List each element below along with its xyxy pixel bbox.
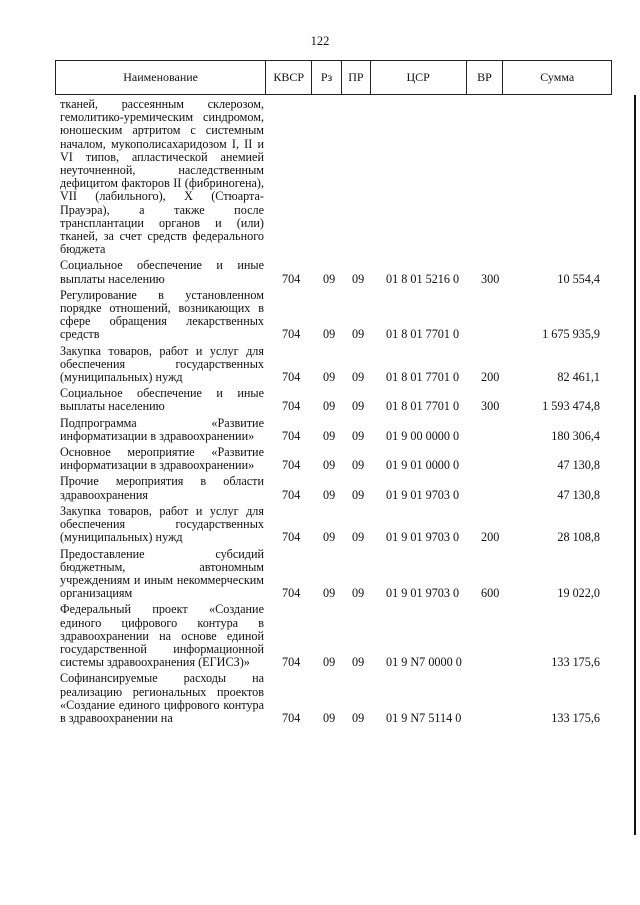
cell-csr: 01 8 01 7701 0 [386,327,460,342]
cell-pr: 09 [352,487,365,502]
table-row [0,669,640,725]
cell-rz: 09 [323,710,336,725]
cell-sum: 19 022,0 [557,586,600,601]
cell-csr: 01 9 N7 0000 0 [386,655,462,670]
cell-pr: 09 [352,586,365,601]
cell-rz: 09 [323,530,336,545]
cell-kvsr: 704 [282,458,301,473]
cell-pr: 09 [352,399,365,414]
header-rz: Рз [312,61,342,94]
table-row [0,600,640,669]
cell-name: Основное мероприятие «Развитие информатизации в здравоохранении» [60,445,264,473]
cell-kvsr: 704 [282,428,301,443]
cell-sum: 28 108,8 [557,530,600,545]
cell-kvsr: 704 [282,530,301,545]
table-row [0,443,640,472]
cell-csr: 01 8 01 7701 0 [386,399,460,414]
cell-rz: 09 [323,458,336,473]
header-kvsr: КВСР [266,61,312,94]
table-row [0,342,640,385]
cell-pr: 09 [352,458,365,473]
cell-vr: 200 [481,530,500,545]
table-row [0,286,640,342]
cell-rz: 09 [323,487,336,502]
cell-kvsr: 704 [282,586,301,601]
cell-csr: 01 9 N7 5114 0 [386,710,462,725]
cell-rz: 09 [323,586,336,601]
cell-vr: 200 [481,370,500,385]
cell-kvsr: 704 [282,327,301,342]
cell-sum: 47 130,8 [557,458,600,473]
table-row [0,472,640,501]
cell-sum: 1 593 474,8 [542,399,600,414]
cell-vr: 300 [481,399,500,414]
table-row [0,414,640,443]
header-csr: ЦСР [371,61,467,94]
cell-name: Федеральный проект «Создание единого цифрового контура в здравоохранении на основе единой государственной информационной системы здравоохранения (ЕГИСЗ)» [60,602,264,670]
cell-sum: 133 175,6 [551,710,600,725]
cell-kvsr: 704 [282,710,301,725]
cell-csr: 01 9 01 9703 0 [386,487,460,502]
header-name: Наименование [56,61,266,94]
cell-sum: 10 554,4 [557,271,600,286]
cell-csr: 01 9 01 9703 0 [386,530,460,545]
cell-kvsr: 704 [282,655,301,670]
cell-name: Софинансируемые расходы на реализацию региональных проектов «Создание единого цифрового контура в здравоохранении на [60,671,264,725]
cell-sum: 1 675 935,9 [542,327,600,342]
cell-pr: 09 [352,370,365,385]
cell-pr: 09 [352,271,365,286]
header-sum: Сумма [540,70,575,84]
cell-name: тканей, рассеянным склерозом, гемолитико-уремическим синдромом, юношеским артритом с системным началом, мукополисахаридозом I, II и VI типов, апластической анемией неуточненной, наследственным дефицитом факторов II (фибриногена), VII (лабильного), X (Стюарта-Прауэра), а также после трансплантации органов и (или) тканей, за счет средств федерального бюджета [60,97,264,257]
cell-pr: 09 [352,530,365,545]
cell-pr: 09 [352,428,365,443]
cell-rz: 09 [323,271,336,286]
cell-rz: 09 [323,327,336,342]
cell-sum: 82 461,1 [557,370,600,385]
cell-csr: 01 8 01 5216 0 [386,271,460,286]
cell-rz: 09 [323,655,336,670]
cell-pr: 09 [352,710,365,725]
cell-kvsr: 704 [282,271,301,286]
table-body [0,98,640,725]
cell-name: Социальное обеспечение и иные выплаты населению [60,258,264,286]
cell-name: Прочие мероприятия в области здравоохранения [60,474,264,502]
cell-csr: 01 9 00 0000 0 [386,428,460,443]
cell-pr: 09 [352,655,365,670]
table-row [0,384,640,413]
table-header [55,60,612,95]
cell-name: Закупка товаров, работ и услуг для обеспечения государственных (муниципальных) нужд [60,503,264,545]
cell-rz: 09 [323,399,336,414]
table-row [0,502,640,545]
cell-pr: 09 [352,327,365,342]
cell-sum: 47 130,8 [557,487,600,502]
cell-kvsr: 704 [282,399,301,414]
header-vr: ВР [467,61,504,94]
cell-sum: 180 306,4 [551,428,600,443]
page-number: 122 [310,34,330,48]
table-row [0,256,640,285]
header-pr: ПР [342,61,371,94]
cell-name: Закупка товаров, работ и услуг для обеспечения государственных (муниципальных) нужд [60,343,264,385]
cell-kvsr: 704 [282,487,301,502]
cell-name: Социальное обеспечение и иные выплаты населению [60,386,264,414]
cell-kvsr: 704 [282,370,301,385]
cell-csr: 01 8 01 7701 0 [386,370,460,385]
cell-csr: 01 9 01 9703 0 [386,586,460,601]
cell-vr: 600 [481,586,500,601]
table-row [0,545,640,601]
cell-rz: 09 [323,370,336,385]
cell-name: Предоставление субсидий бюджетным, автономным учреждениям и иным некоммерческим организациям [60,546,264,601]
cell-name: Регулирование в установленном порядке отношений, возникающих в сфере обращения лекарственных средств [60,287,264,342]
table-row [0,98,640,256]
cell-name: Подпрограмма «Развитие информатизации в здравоохранении» [60,415,264,443]
cell-csr: 01 9 01 0000 0 [386,458,460,473]
cell-rz: 09 [323,428,336,443]
cell-vr: 300 [481,271,500,286]
cell-sum: 133 175,6 [551,655,600,670]
